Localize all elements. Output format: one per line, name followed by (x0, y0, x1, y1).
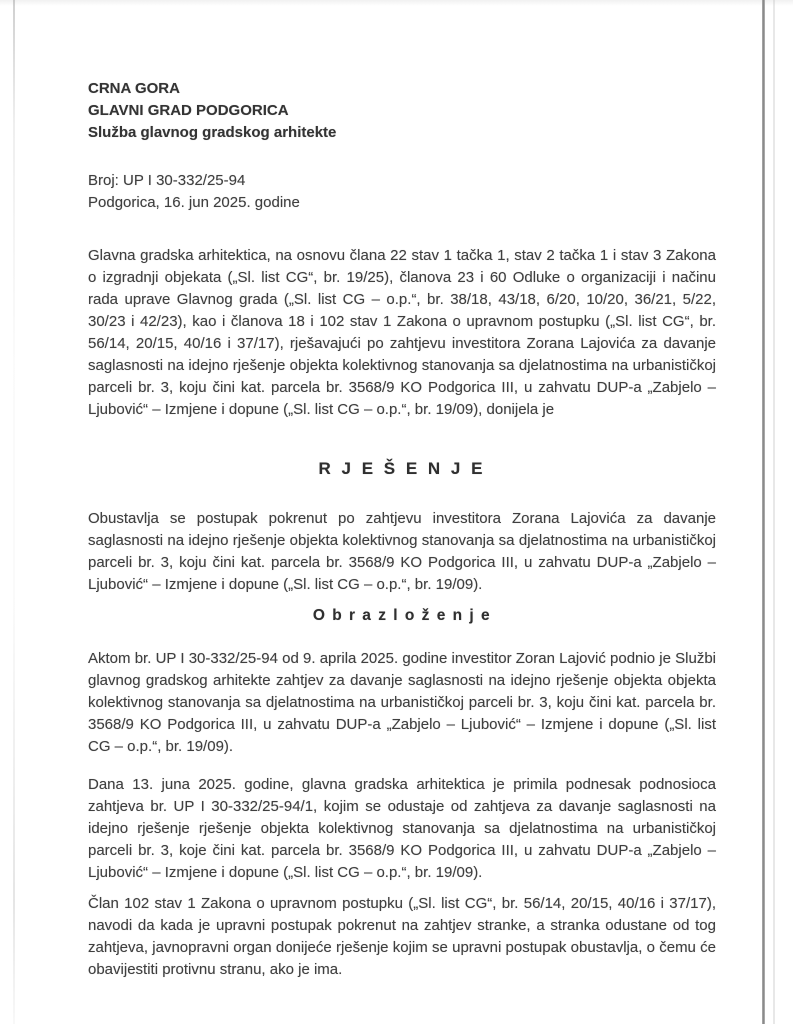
letterhead-office: Služba glavnog gradskog arhitekte (88, 124, 337, 141)
decision-heading: R J E Š E N J E (318, 459, 486, 478)
document-content (88, 78, 716, 981)
letterhead (88, 78, 716, 144)
explanation-paragraph: Dana 13. juna 2025. godine, glavna gradska arhitektica je primila podnesak podnosioca zahtjeva br. UP I 30-332/25-94/1, kojim se odustaje od zahtjeva za davanje saglasnosti na idejno rješenje rješenje objekta kolektivnog stanovanja sa djelatnostima na urbanističkoj parceli br. 3, koje čini kat. parcela br. 3568/9 KO Podgorica III, u zahvatu DUP-a „Zabjelo – Ljubović“ – Izmjene i dopune („Sl. list CG – o.p.“, br. 19/09). (88, 776, 716, 881)
scan-top-edge-shadow (0, 0, 793, 6)
letterhead-country: CRNA GORA (88, 80, 180, 97)
decision-paragraph: Obustavlja se postupak pokrenut po zahtjevu investitora Zorana Lajovića za davanje saglasnosti na idejno rješenje objekta kolektivnog stanovanja sa djelatnostima na urbanističkoj parceli br. 3, koju čini kat. parcela br. 3568/9 KO Podgorica III, u zahvatu DUP-a „Zabjelo – Ljubović“ – Izmjene i dopune („Sl. list CG – o.p.“, br. 19/09). (88, 510, 716, 593)
scan-right-edge-faint-line (773, 0, 775, 1024)
scan-left-page-edge (13, 0, 15, 1024)
intro-paragraph: Glavna gradska arhitektica, na osnovu člana 22 stav 1 tačka 1, stav 2 tačka 1 i stav 3 Zakona o izgradnji objekata („Sl. list CG“, br. 19/25), članova 23 i 60 Odluke o organizaciji i načinu rada uprave Glavnog grada („Sl. list CG – o.p.“, br. 38/18, 43/18, 6/20, 10/20, 36/21, 5/22, 30/23 i 42/23), kao i članova 18 i 102 stav 1 Zakona o upravnom postupku („Sl. list CG“, br. 56/14, 20/15, 40/16 i 37/17), rješavajući po zahtjevu investitora Zorana Lajovića za davanje saglasnosti na idejno rješenje objekta kolektivnog stanovanja sa djelatnostima na urbanističkoj parceli br. 3, koju čini kat. parcela br. 3568/9 KO Podgorica III, u zahvatu DUP-a „Zabjelo – Ljubović“ – Izmjene i dopune („Sl. list CG – o.p.“, br. 19/09), donijela je (88, 247, 716, 418)
document-place-date-line: Podgorica, 16. jun 2025. godine (88, 194, 300, 211)
explanation-paragraph: Član 102 stav 1 Zakona o upravnom postupku („Sl. list CG“, br. 56/14, 20/15, 40/16 i 37/17), navodi da kada je upravni postupak pokrenut na zahtjev stranke, a stranka odustane od tog zahtjeva, javnopravni organ donijeće rješenje kojim se upravni postupak obustavlja, o čemu će obavijestiti protivnu stranu, ako je ima. (88, 895, 716, 978)
scan-right-edge-line (762, 0, 765, 1024)
letterhead-city: GLAVNI GRAD PODGORICA (88, 102, 289, 119)
explanation-paragraph: Aktom br. UP I 30-332/25-94 od 9. aprila 2025. godine investitor Zoran Lajović podnio je Službi glavnog gradskog arhitekte zahtjev za davanje saglasnosti na idejno rješenje objekta objekta kolektivnog stanovanja sa djelatnostima na urbanističkoj parceli br. 3, koju čini kat. parcela br. 3568/9 KO Podgorica III, u zahvatu DUP-a „Zabjelo – Ljubović“ – Izmjene i dopune („Sl. list CG – o.p.“, br. 19/09). (88, 650, 716, 755)
explanation-heading: O b r a z l o ž e n j e (312, 607, 492, 624)
document-number-line: Broj: UP I 30-332/25-94 (88, 172, 246, 189)
reference-block (88, 170, 716, 214)
